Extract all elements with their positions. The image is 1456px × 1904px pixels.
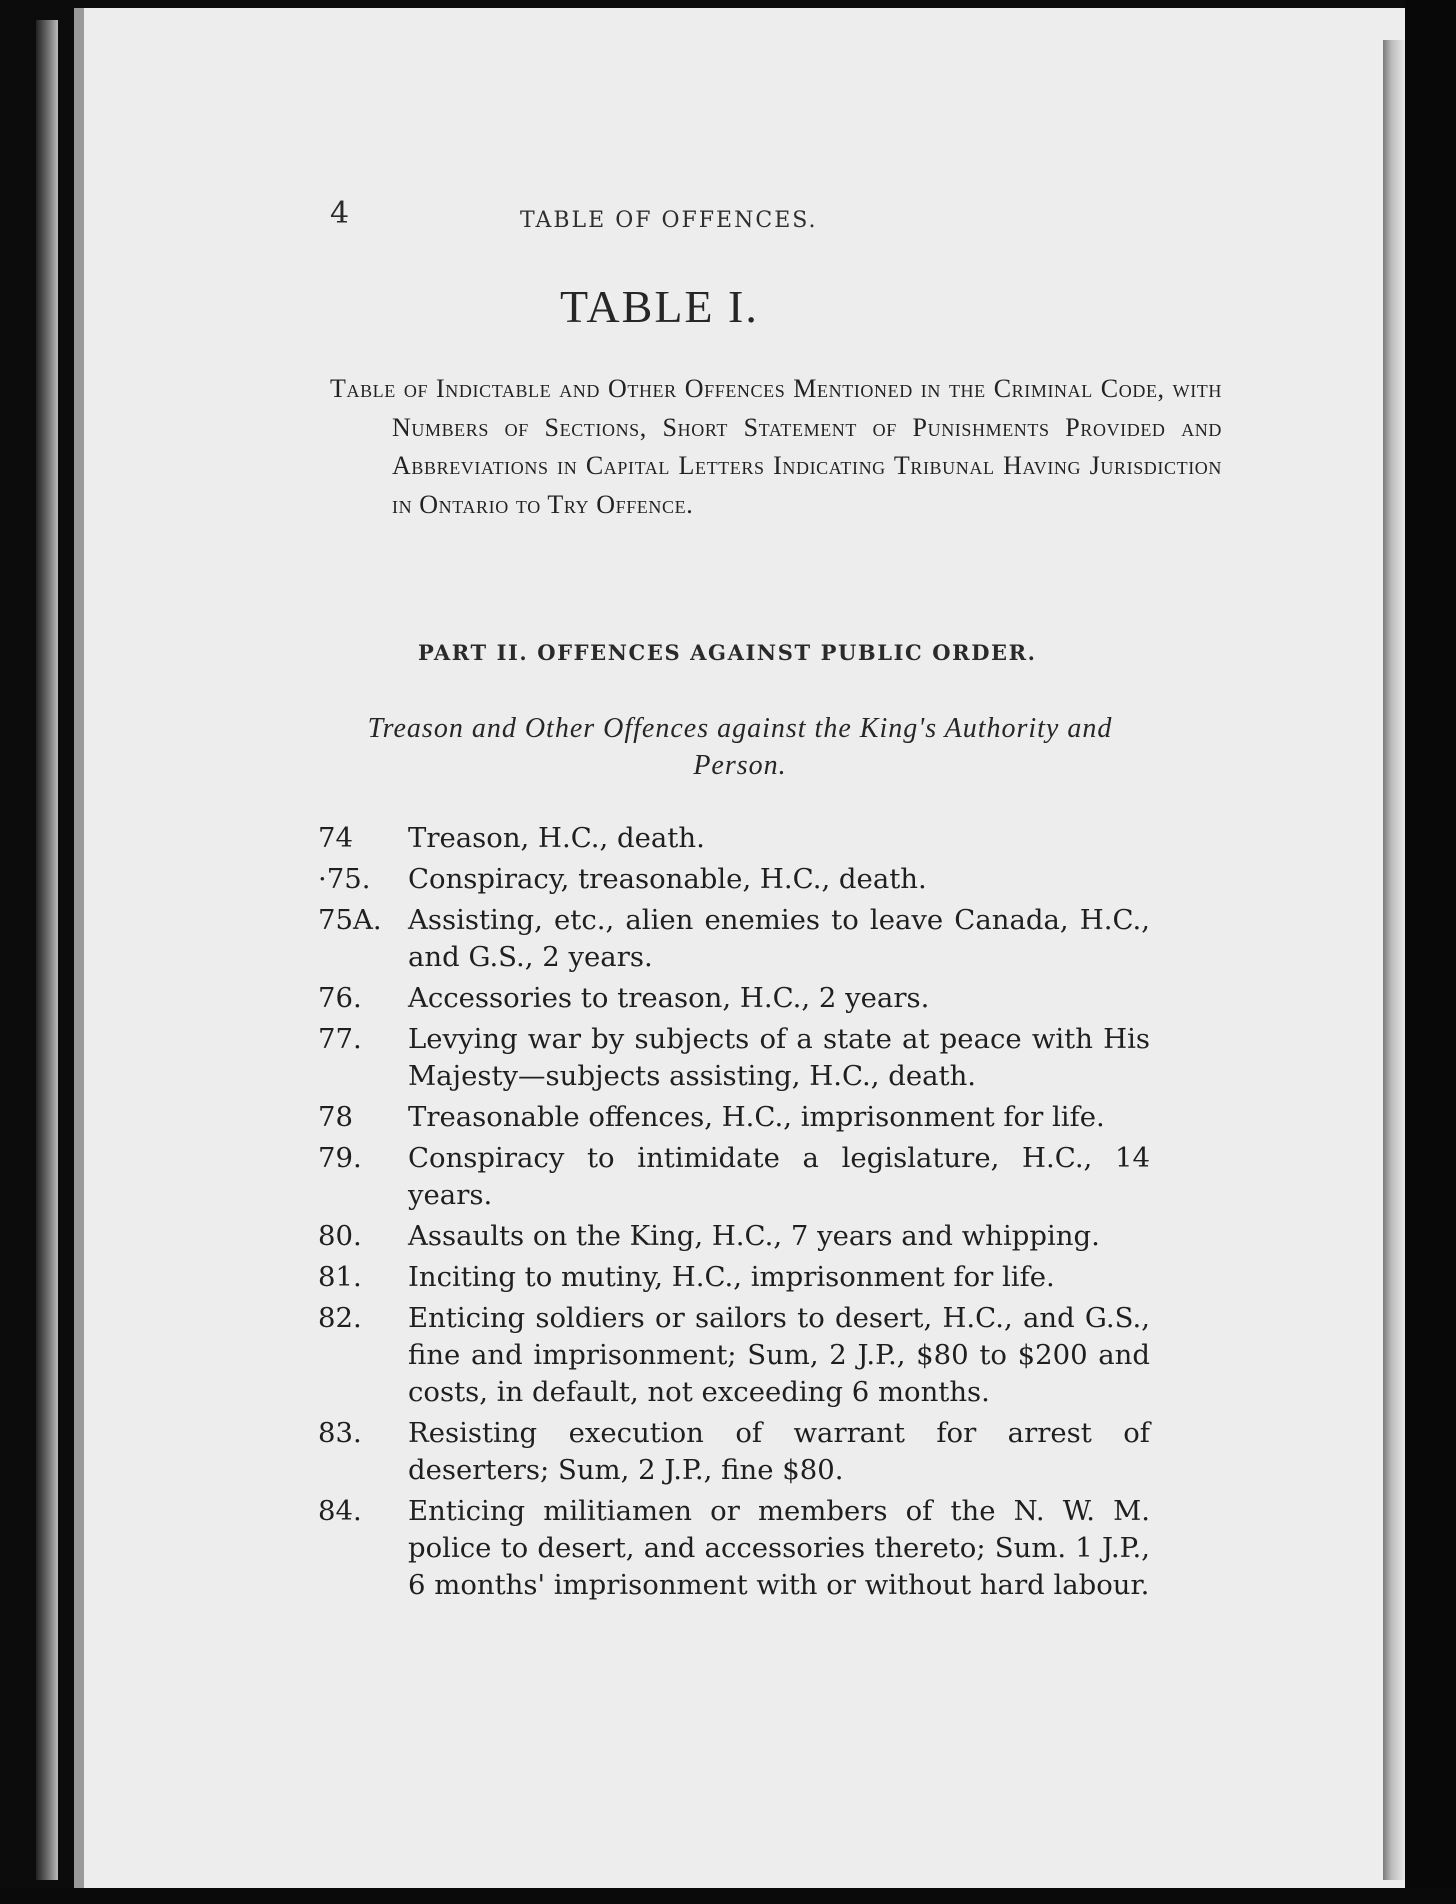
- offence-text: Conspiracy to intimidate a legislature, H.C., 14 years.: [408, 1142, 1150, 1211]
- facing-page-edge: [1383, 40, 1405, 1880]
- offence-list: [318, 820, 1150, 1608]
- offence-text: Treason, H.C., death.: [408, 822, 705, 854]
- list-item: [318, 861, 1150, 898]
- list-item: [318, 902, 1150, 976]
- table-caption: Table of Indictable and Other Offences Mentioned in the Criminal Code, with Numbers of Sections, Short Statement of Punishments Provided and Abbreviations in Capital Letters Indicating Tribunal Having Jurisdiction in Ontario to Try Offence.: [330, 374, 1222, 519]
- offence-text: Resisting execution of warrant for arrest of deserters; Sum, 2 J.P., fine $80.: [408, 1417, 1150, 1486]
- section-number: 81.: [318, 1261, 362, 1293]
- section-number: 79.: [318, 1142, 362, 1174]
- list-item: [318, 980, 1150, 1017]
- list-item: [318, 1493, 1150, 1604]
- section-number: 82.: [318, 1302, 362, 1334]
- section-number: 84.: [318, 1495, 362, 1527]
- scan-bottom-border: [0, 1888, 1456, 1904]
- list-item: [318, 1140, 1150, 1214]
- list-item: [318, 1300, 1150, 1411]
- offence-text: Assaults on the King, H.C., 7 years and whipping.: [408, 1220, 1100, 1252]
- part-heading: PART II. OFFENCES AGAINST PUBLIC ORDER.: [418, 640, 1037, 665]
- list-item: [318, 1259, 1150, 1296]
- section-subheading: Treason and Other Offences against the King's Authority and Person.: [367, 713, 1113, 781]
- offence-text: Accessories to treason, H.C., 2 years.: [408, 982, 930, 1014]
- section-number: 77.: [318, 1023, 362, 1055]
- list-item: [318, 820, 1150, 857]
- scan-background: [1405, 0, 1456, 1904]
- running-head: TABLE OF OFFENCES.: [520, 208, 818, 233]
- offence-text: Levying war by subjects of a state at peace with His Majesty—subjects assisting, H.C., death.: [408, 1023, 1150, 1092]
- offence-text: Conspiracy, treasonable, H.C., death.: [408, 863, 927, 895]
- page-number: 4: [330, 196, 350, 231]
- list-item: [318, 1021, 1150, 1095]
- offence-text: Assisting, etc., alien enemies to leave Canada, H.C., and G.S., 2 years.: [408, 904, 1150, 973]
- section-number: 76.: [318, 982, 362, 1014]
- offence-text: Enticing militiamen or members of the N. W. M. police to desert, and accessories thereto; Sum. 1 J.P., 6 months' imprisonment with or without hard labour.: [408, 1495, 1150, 1601]
- page-binding-edge: [36, 20, 58, 1880]
- section-number: ·75.: [318, 863, 371, 895]
- list-item: [318, 1415, 1150, 1489]
- offence-text: Enticing soldiers or sailors to desert, H.C., and G.S., fine and imprisonment; Sum, 2 J.P., $80 to $200 and costs, in default, not exceeding 6 months.: [408, 1302, 1150, 1408]
- section-number: 78: [318, 1101, 353, 1133]
- offence-text: Inciting to mutiny, H.C., imprisonment for life.: [408, 1261, 1055, 1293]
- section-number: 83.: [318, 1417, 362, 1449]
- table-title: TABLE I.: [560, 281, 759, 332]
- section-number: 80.: [318, 1220, 362, 1252]
- list-item: [318, 1218, 1150, 1255]
- offence-text: Treasonable offences, H.C., imprisonment for life.: [408, 1101, 1105, 1133]
- list-item: [318, 1099, 1150, 1136]
- section-number: 75A.: [318, 904, 382, 936]
- section-number: 74: [318, 822, 353, 854]
